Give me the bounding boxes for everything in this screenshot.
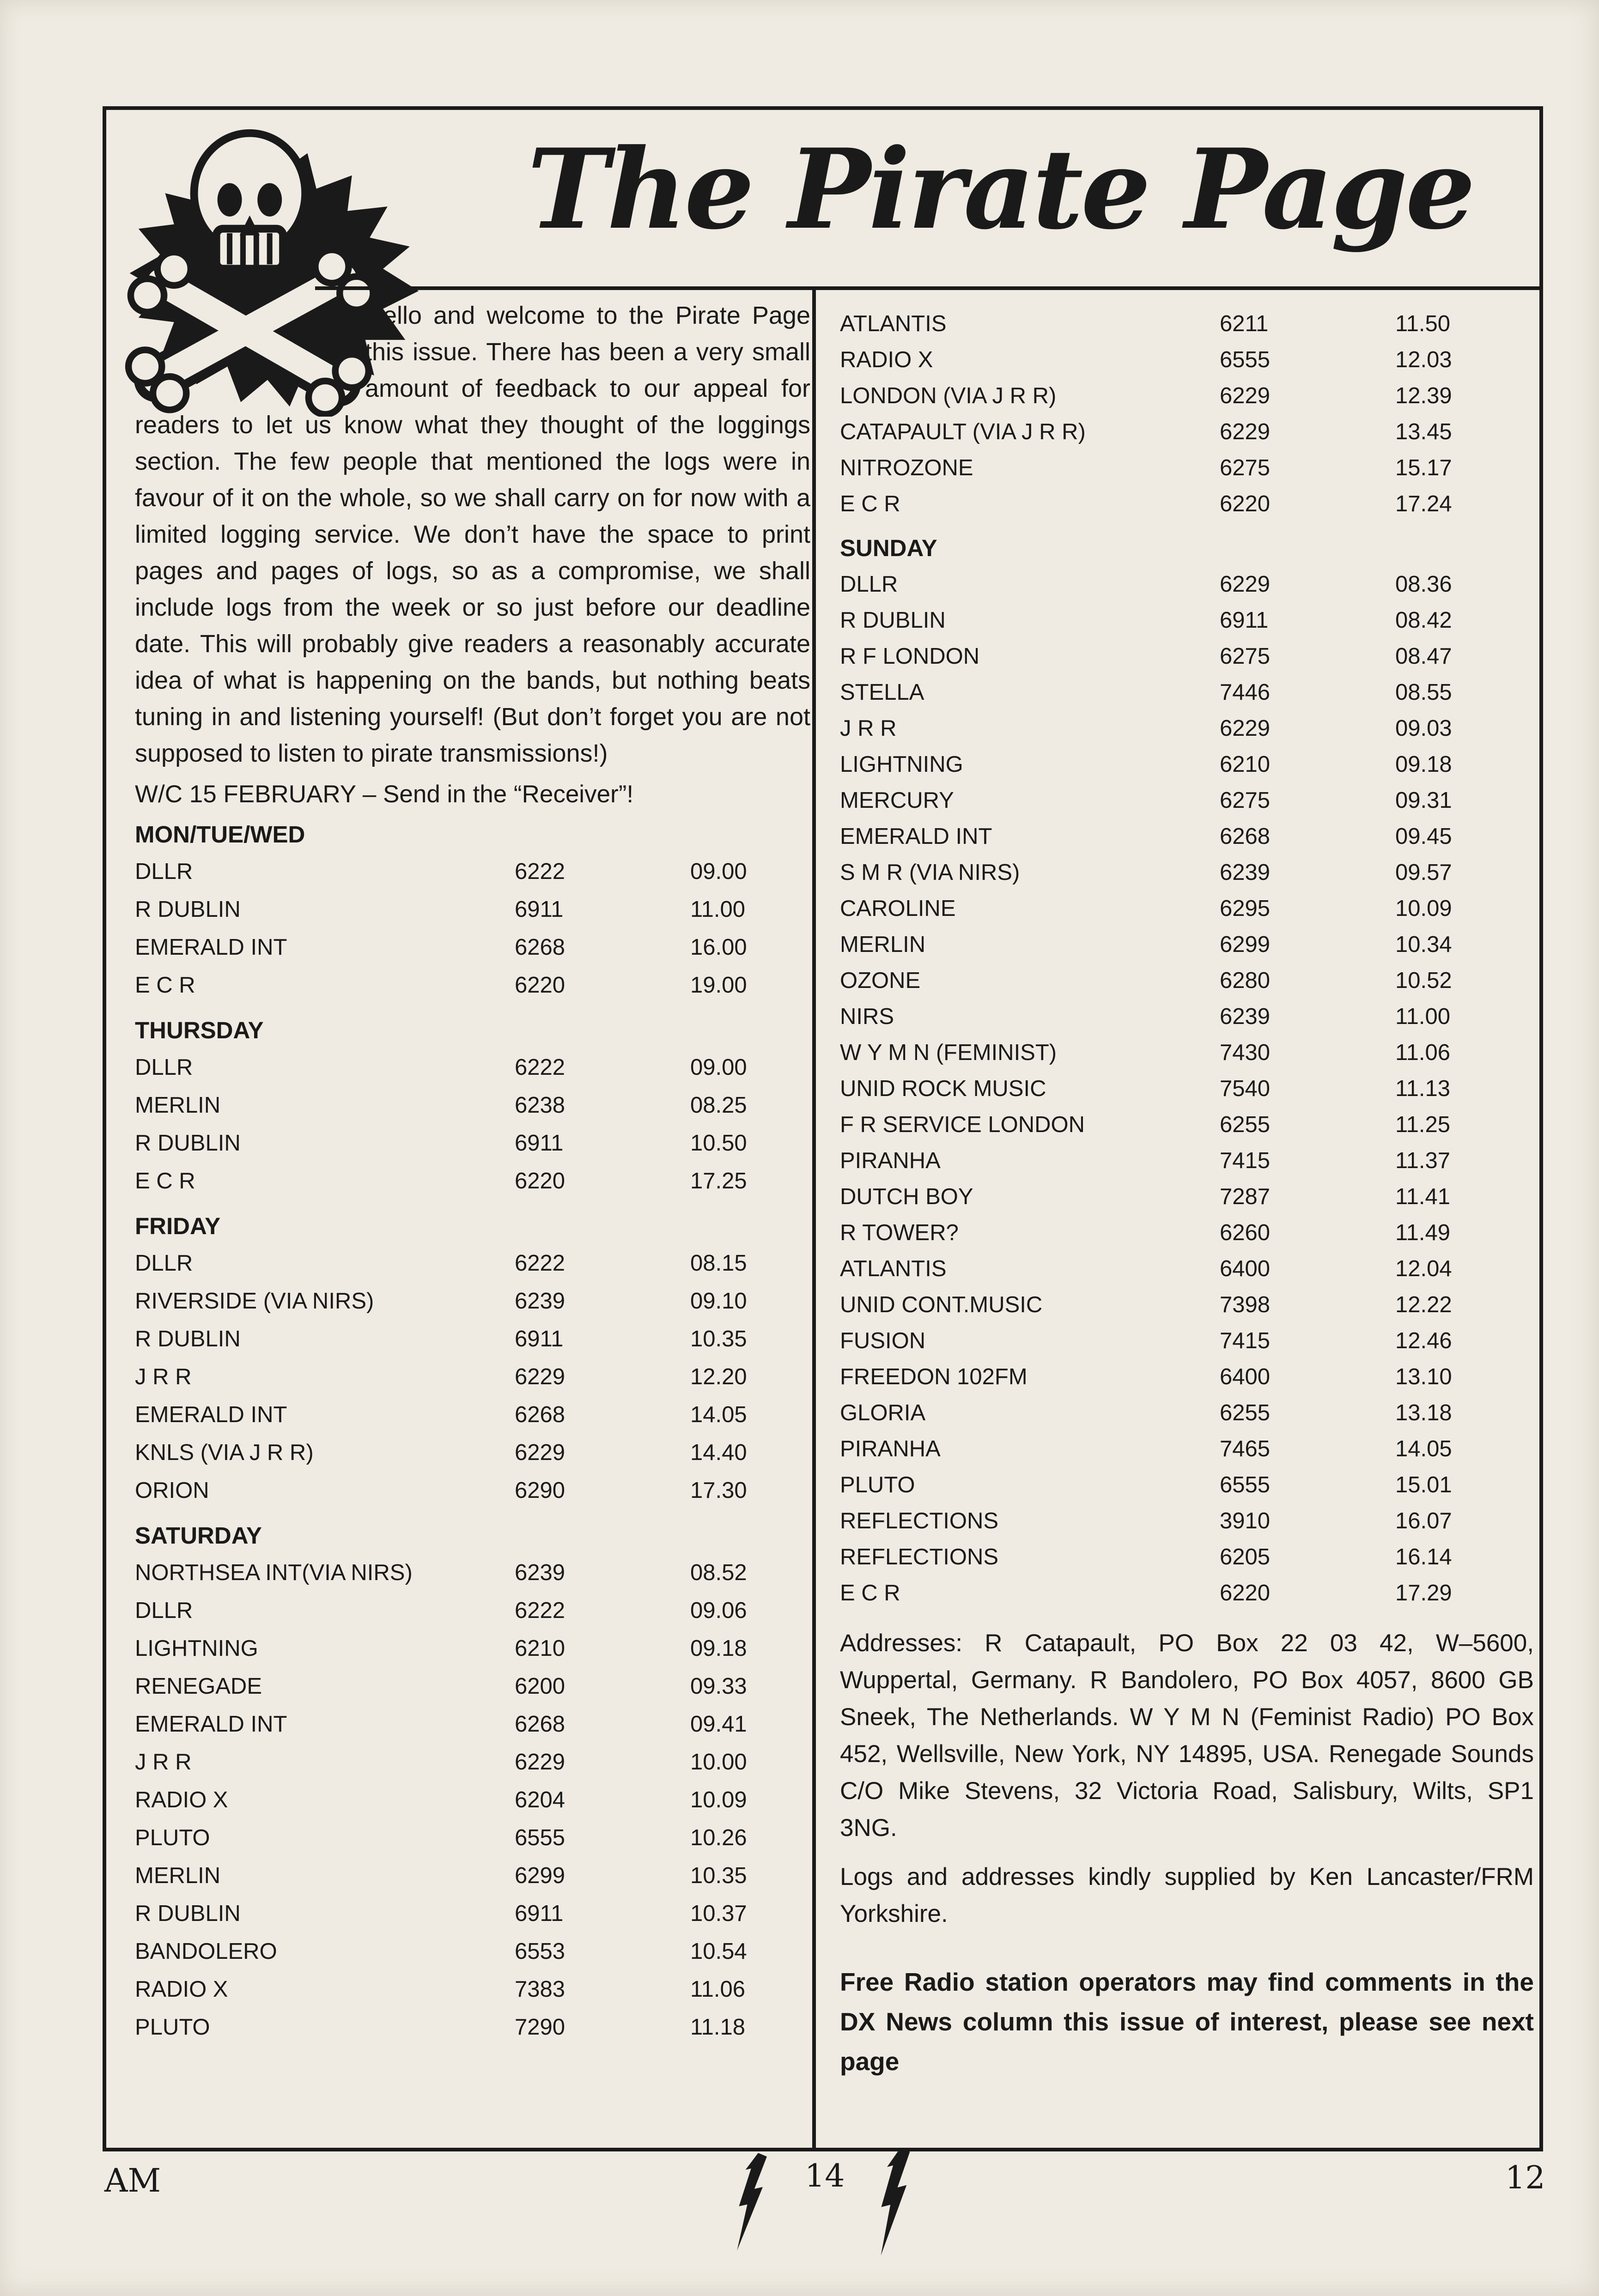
station-name: PLUTO	[135, 1825, 210, 1850]
time: 08.55	[1395, 680, 1452, 705]
column-divider	[812, 286, 816, 2148]
time: 12.03	[1395, 347, 1452, 372]
schedule-row	[135, 1162, 810, 1200]
schedule-row	[840, 710, 1534, 746]
footer-page-number: 14	[805, 2158, 845, 2194]
station-name: LONDON (VIA J R R)	[840, 383, 1057, 408]
station-name: EMERALD INT	[135, 1712, 287, 1737]
station-name: FREEDON 102FM	[840, 1364, 1027, 1389]
station-name: E C R	[135, 973, 195, 998]
station-name: KNLS (VIA J R R)	[135, 1440, 314, 1465]
frequency: 6299	[1220, 932, 1271, 957]
schedule-row	[840, 306, 1534, 342]
schedule-row	[840, 378, 1534, 414]
station-name: MERLIN	[840, 932, 926, 957]
left-column	[135, 290, 810, 2046]
frequency: 6555	[1220, 1472, 1271, 1497]
schedule-row	[840, 1503, 1534, 1539]
page-border-box	[103, 106, 1543, 2151]
intro-text: Hello and welcome to the Pirate Page this issue. There has been a very small amount of feedback to our appeal for readers to let us know what they thought of the loggings section. The few people that mentioned the logs were in favour of it on the whole, so we shall carry on for now with a limited logging service. We don’t have the space to print pages and pages of logs, so as a compromise, we shall include logs from the week or so just before our deadline date. This will probably give readers a reasonably accurate idea of what is happening on the bands, but nothing beats tuning in and listening yourself! (But don’t forget you are not supposed to listen to pirate transmissions!)	[135, 302, 810, 767]
time: 11.06	[1395, 1040, 1450, 1065]
schedule-row	[840, 1251, 1534, 1287]
station-name: LIGHTNING	[135, 1636, 258, 1661]
schedule-row	[135, 1554, 810, 1592]
frequency: 3910	[1220, 1508, 1271, 1533]
station-name: R TOWER?	[840, 1220, 959, 1245]
station-name: F R SERVICE LONDON	[840, 1112, 1085, 1137]
time: 16.14	[1395, 1545, 1452, 1569]
schedule-row	[840, 486, 1534, 522]
station-name: S M R (VIA NIRS)	[840, 860, 1020, 885]
schedule-row	[840, 999, 1534, 1035]
frequency: 6222	[515, 1251, 565, 1276]
frequency: 6268	[1220, 824, 1271, 849]
station-name: RADIO X	[135, 1977, 228, 2002]
frequency: 6268	[515, 935, 565, 960]
right-column	[840, 290, 1534, 2081]
schedule-row	[840, 1323, 1534, 1359]
schedule-row	[840, 414, 1534, 450]
station-name: PIRANHA	[840, 1148, 941, 1173]
frequency: 7383	[515, 1977, 565, 2002]
time: 09.00	[690, 859, 747, 884]
schedule-right-sections	[840, 534, 1534, 1611]
schedule-row	[135, 1358, 810, 1396]
time: 12.22	[1395, 1292, 1452, 1317]
station-name: MERLIN	[135, 1093, 221, 1118]
station-name: NITROZONE	[840, 455, 973, 480]
schedule-row	[840, 1071, 1534, 1107]
addresses-paragraph: Addresses: R Catapault, PO Box 22 03 42, W–5600, Wuppertal, Germany. R Bandolero, PO Box 4057, 8600 GB Sneek, The Netherlands. W Y M N (Feminist Radio) PO Box 452, Wellsville, New York, NY 14895, USA. Renegade Sounds C/O Mike Stevens, 32 Victoria Road, Salisbury, Wilts, SP1 3NG.	[840, 1630, 1534, 1842]
station-name: R DUBLIN	[135, 897, 241, 922]
time: 13.45	[1395, 419, 1452, 444]
frequency: 6222	[515, 1598, 565, 1623]
station-name: R DUBLIN	[135, 1327, 241, 1351]
frequency: 6911	[515, 1327, 564, 1351]
time: 16.07	[1395, 1508, 1452, 1533]
time: 14.05	[690, 1402, 747, 1427]
schedule-left-sections	[135, 820, 810, 2046]
time: 10.35	[690, 1863, 747, 1888]
station-name: DLLR	[135, 859, 193, 884]
schedule-row	[840, 566, 1534, 602]
time: 09.41	[690, 1712, 747, 1737]
header-rule	[315, 286, 1539, 290]
station-name: EMERALD INT	[135, 935, 287, 960]
time: 11.50	[1395, 311, 1450, 336]
time: 10.35	[690, 1327, 747, 1351]
frequency: 6400	[1220, 1364, 1271, 1389]
station-name: PLUTO	[840, 1472, 915, 1497]
schedule-row	[135, 1933, 810, 1970]
frequency: 6211	[1220, 311, 1269, 336]
station-name: DLLR	[135, 1055, 193, 1080]
schedule-row	[135, 1086, 810, 1124]
frequency: 6239	[1220, 1004, 1271, 1029]
time: 10.09	[690, 1787, 747, 1812]
frequency: 6268	[515, 1402, 565, 1427]
time: 08.25	[690, 1093, 747, 1118]
station-name: DLLR	[840, 572, 898, 597]
frequency: 6204	[515, 1787, 565, 1812]
schedule-row	[840, 674, 1534, 710]
frequency: 6911	[515, 897, 564, 922]
time: 08.47	[1395, 644, 1452, 669]
footer-section-label: AM	[104, 2162, 161, 2199]
station-name: ORION	[135, 1478, 209, 1503]
schedule-row	[840, 854, 1534, 891]
frequency: 6275	[1220, 455, 1271, 480]
day-header: MON/TUE/WED	[135, 821, 305, 848]
lightning-bolt-icon	[729, 2151, 772, 2253]
schedule-row	[135, 1472, 810, 1509]
schedule-row	[135, 1970, 810, 2008]
schedule-row	[135, 1705, 810, 1743]
time: 11.37	[1395, 1148, 1450, 1173]
frequency: 6229	[515, 1440, 565, 1465]
frequency: 6229	[515, 1364, 565, 1389]
frequency: 6229	[1220, 716, 1271, 741]
time: 08.36	[1395, 572, 1452, 597]
time: 11.13	[1395, 1076, 1450, 1101]
station-name: RADIO X	[840, 347, 933, 372]
credits-paragraph: Logs and addresses kindly supplied by Ken Lancaster/FRM Yorkshire.	[840, 1863, 1534, 1927]
schedule-row	[840, 1143, 1534, 1179]
schedule-row	[840, 342, 1534, 378]
time: 08.42	[1395, 608, 1452, 633]
schedule-row	[840, 1359, 1534, 1395]
station-name: RADIO X	[135, 1787, 228, 1812]
time: 10.50	[690, 1131, 747, 1156]
time: 09.10	[690, 1289, 747, 1314]
schedule-row	[135, 928, 810, 966]
time: 08.52	[690, 1560, 747, 1585]
schedule-row	[840, 1179, 1534, 1215]
time: 14.40	[690, 1440, 747, 1465]
frequency: 6400	[1220, 1256, 1271, 1281]
frequency: 7430	[1220, 1040, 1271, 1065]
time: 11.25	[1395, 1112, 1450, 1137]
station-name: REFLECTIONS	[840, 1508, 999, 1533]
station-name: CAROLINE	[840, 896, 956, 921]
frequency: 6239	[1220, 860, 1271, 885]
station-name: E C R	[840, 491, 900, 516]
closing-note: Free Radio station operators may find comments in the DX News column this issue of interest, please see next page	[840, 1968, 1534, 2076]
station-name: J R R	[840, 716, 897, 741]
time: 11.49	[1395, 1220, 1450, 1245]
time: 10.37	[690, 1901, 747, 1926]
schedule-row	[840, 1215, 1534, 1251]
station-name: EMERALD INT	[840, 824, 992, 849]
time: 09.45	[1395, 824, 1452, 849]
time: 12.39	[1395, 383, 1452, 408]
time: 11.18	[690, 2015, 745, 2040]
station-name: R DUBLIN	[840, 608, 946, 633]
schedule-row	[840, 1395, 1534, 1431]
time: 17.24	[1395, 491, 1452, 516]
schedule-row	[840, 818, 1534, 854]
time: 10.54	[690, 1939, 747, 1964]
frequency: 6229	[1220, 572, 1271, 597]
station-name: BANDOLERO	[135, 1939, 277, 1964]
schedule-row	[840, 1035, 1534, 1071]
schedule-row	[135, 1630, 810, 1667]
time: 17.29	[1395, 1581, 1452, 1605]
time: 10.52	[1395, 968, 1452, 993]
schedule-row	[135, 2008, 810, 2046]
time: 19.00	[690, 973, 747, 998]
station-name: CATAPAULT (VIA J R R)	[840, 419, 1086, 444]
schedule-row	[840, 1467, 1534, 1503]
frequency: 6210	[1220, 752, 1271, 777]
schedule-row	[135, 853, 810, 891]
station-name: DLLR	[135, 1598, 193, 1623]
time: 12.20	[690, 1364, 747, 1389]
station-name: RENEGADE	[135, 1674, 262, 1699]
time: 09.18	[690, 1636, 747, 1661]
schedule-row	[840, 602, 1534, 638]
schedule-row	[840, 746, 1534, 782]
schedule-row	[135, 1592, 810, 1630]
schedule-row	[135, 1819, 810, 1857]
week-commencing-line: W/C 15 FEBRUARY – Send in the “Receiver”!	[135, 781, 634, 808]
station-name: E C R	[840, 1581, 900, 1605]
lightning-bolt-icon	[872, 2147, 915, 2258]
station-name: R DUBLIN	[135, 1901, 241, 1926]
frequency: 7287	[1220, 1184, 1271, 1209]
schedule-row	[135, 1895, 810, 1933]
frequency: 6275	[1220, 644, 1271, 669]
frequency: 6255	[1220, 1400, 1271, 1425]
station-name: MERLIN	[135, 1863, 221, 1888]
frequency: 6229	[515, 1750, 565, 1775]
frequency: 6911	[515, 1131, 564, 1156]
frequency: 6229	[1220, 383, 1271, 408]
schedule-row	[135, 1244, 810, 1282]
schedule-row	[135, 1320, 810, 1358]
time: 09.06	[690, 1598, 747, 1623]
day-header: THURSDAY	[135, 1017, 264, 1043]
day-header: FRIDAY	[135, 1213, 221, 1239]
day-header: SUNDAY	[840, 535, 937, 561]
time: 09.31	[1395, 788, 1452, 813]
schedule-row	[135, 966, 810, 1004]
frequency: 6260	[1220, 1220, 1271, 1245]
frequency: 6205	[1220, 1545, 1271, 1569]
frequency: 7465	[1220, 1436, 1271, 1461]
schedule-row	[840, 638, 1534, 674]
station-name: UNID ROCK MUSIC	[840, 1076, 1046, 1101]
station-name: DUTCH BOY	[840, 1184, 973, 1209]
frequency: 6239	[515, 1289, 565, 1314]
frequency: 6229	[1220, 419, 1271, 444]
frequency: 7290	[515, 2015, 565, 2040]
station-name: UNID CONT.MUSIC	[840, 1292, 1043, 1317]
schedule-row	[840, 891, 1534, 927]
schedule-row	[135, 1434, 810, 1472]
time: 13.18	[1395, 1400, 1452, 1425]
frequency: 6220	[515, 973, 565, 998]
station-name: R F LONDON	[840, 644, 980, 669]
time: 09.00	[690, 1055, 747, 1080]
frequency: 6210	[515, 1636, 565, 1661]
station-name: OZONE	[840, 968, 921, 993]
frequency: 6220	[515, 1169, 565, 1193]
station-name: ATLANTIS	[840, 1256, 947, 1281]
schedule-row	[840, 1287, 1534, 1323]
schedule-row	[135, 1396, 810, 1434]
schedule-row	[135, 1781, 810, 1819]
schedule-row	[840, 782, 1534, 818]
schedule-row	[135, 1857, 810, 1895]
intro-paragraph	[135, 290, 810, 772]
time: 14.05	[1395, 1436, 1452, 1461]
time: 10.09	[1395, 896, 1452, 921]
frequency: 6290	[515, 1478, 565, 1503]
time: 12.04	[1395, 1256, 1452, 1281]
time: 15.17	[1395, 455, 1452, 480]
schedule-row	[840, 1107, 1534, 1143]
time: 11.00	[690, 897, 745, 922]
station-name: FUSION	[840, 1328, 926, 1353]
schedule-row	[135, 1667, 810, 1705]
time: 17.25	[690, 1169, 747, 1193]
time: 11.41	[1395, 1184, 1450, 1209]
station-name: DLLR	[135, 1251, 193, 1276]
station-name: R DUBLIN	[135, 1131, 241, 1156]
frequency: 6220	[1220, 491, 1271, 516]
time: 11.00	[1395, 1004, 1450, 1029]
schedule-row	[840, 1431, 1534, 1467]
schedule-row	[840, 963, 1534, 999]
schedule-row	[840, 927, 1534, 963]
station-name: PIRANHA	[840, 1436, 941, 1461]
time: 13.10	[1395, 1364, 1452, 1389]
frequency: 6238	[515, 1093, 565, 1118]
station-name: NORTHSEA INT(VIA NIRS)	[135, 1560, 413, 1585]
schedule-row	[135, 1743, 810, 1781]
time: 08.15	[690, 1251, 747, 1276]
frequency: 6555	[515, 1825, 565, 1850]
frequency: 6268	[515, 1712, 565, 1737]
schedule-row	[840, 450, 1534, 486]
time: 10.34	[1395, 932, 1452, 957]
frequency: 6275	[1220, 788, 1271, 813]
frequency: 6553	[515, 1939, 565, 1964]
frequency: 6295	[1220, 896, 1271, 921]
time: 09.03	[1395, 716, 1452, 741]
frequency: 6911	[515, 1901, 564, 1926]
time: 16.00	[690, 935, 747, 960]
frequency: 6255	[1220, 1112, 1271, 1137]
time: 09.57	[1395, 860, 1452, 885]
time: 15.01	[1395, 1472, 1452, 1497]
station-name: NIRS	[840, 1004, 894, 1029]
station-name: RIVERSIDE (VIA NIRS)	[135, 1289, 374, 1314]
frequency: 6299	[515, 1863, 565, 1888]
frequency: 6220	[1220, 1581, 1271, 1605]
frequency: 6911	[1220, 608, 1269, 633]
frequency: 7540	[1220, 1076, 1271, 1101]
schedule-row	[840, 1575, 1534, 1611]
time: 09.33	[690, 1674, 747, 1699]
station-name: J R R	[135, 1750, 192, 1775]
station-name: W Y M N (FEMINIST)	[840, 1040, 1057, 1065]
time: 11.06	[690, 1977, 745, 2002]
frequency: 6222	[515, 859, 565, 884]
station-name: J R R	[135, 1364, 192, 1389]
skull-wrap-spacer	[135, 297, 365, 405]
frequency: 6280	[1220, 968, 1271, 993]
station-name: REFLECTIONS	[840, 1545, 999, 1569]
schedule-saturday-continued	[840, 290, 1534, 522]
schedule-row	[135, 1124, 810, 1162]
time: 12.46	[1395, 1328, 1452, 1353]
time: 17.30	[690, 1478, 747, 1503]
frequency: 7398	[1220, 1292, 1271, 1317]
time: 09.18	[1395, 752, 1452, 777]
frequency: 7415	[1220, 1148, 1271, 1173]
station-name: EMERALD INT	[135, 1402, 287, 1427]
station-name: GLORIA	[840, 1400, 926, 1425]
schedule-row	[135, 891, 810, 928]
station-name: LIGHTNING	[840, 752, 963, 777]
station-name: E C R	[135, 1169, 195, 1193]
day-header: SATURDAY	[135, 1522, 262, 1549]
frequency: 7446	[1220, 680, 1271, 705]
frequency: 6200	[515, 1674, 565, 1699]
frequency: 6555	[1220, 347, 1271, 372]
page-title: The Pirate Page	[527, 125, 1473, 254]
schedule-row	[135, 1048, 810, 1086]
time: 10.26	[690, 1825, 747, 1850]
time: 10.00	[690, 1750, 747, 1775]
footer-issue-number: 12	[1505, 2160, 1545, 2196]
schedule-row	[135, 1282, 810, 1320]
station-name: MERCURY	[840, 788, 954, 813]
station-name: ATLANTIS	[840, 311, 947, 336]
station-name: PLUTO	[135, 2015, 210, 2040]
frequency: 6222	[515, 1055, 565, 1080]
frequency: 7415	[1220, 1328, 1271, 1353]
schedule-row	[840, 1539, 1534, 1575]
station-name: STELLA	[840, 680, 924, 705]
frequency: 6239	[515, 1560, 565, 1585]
